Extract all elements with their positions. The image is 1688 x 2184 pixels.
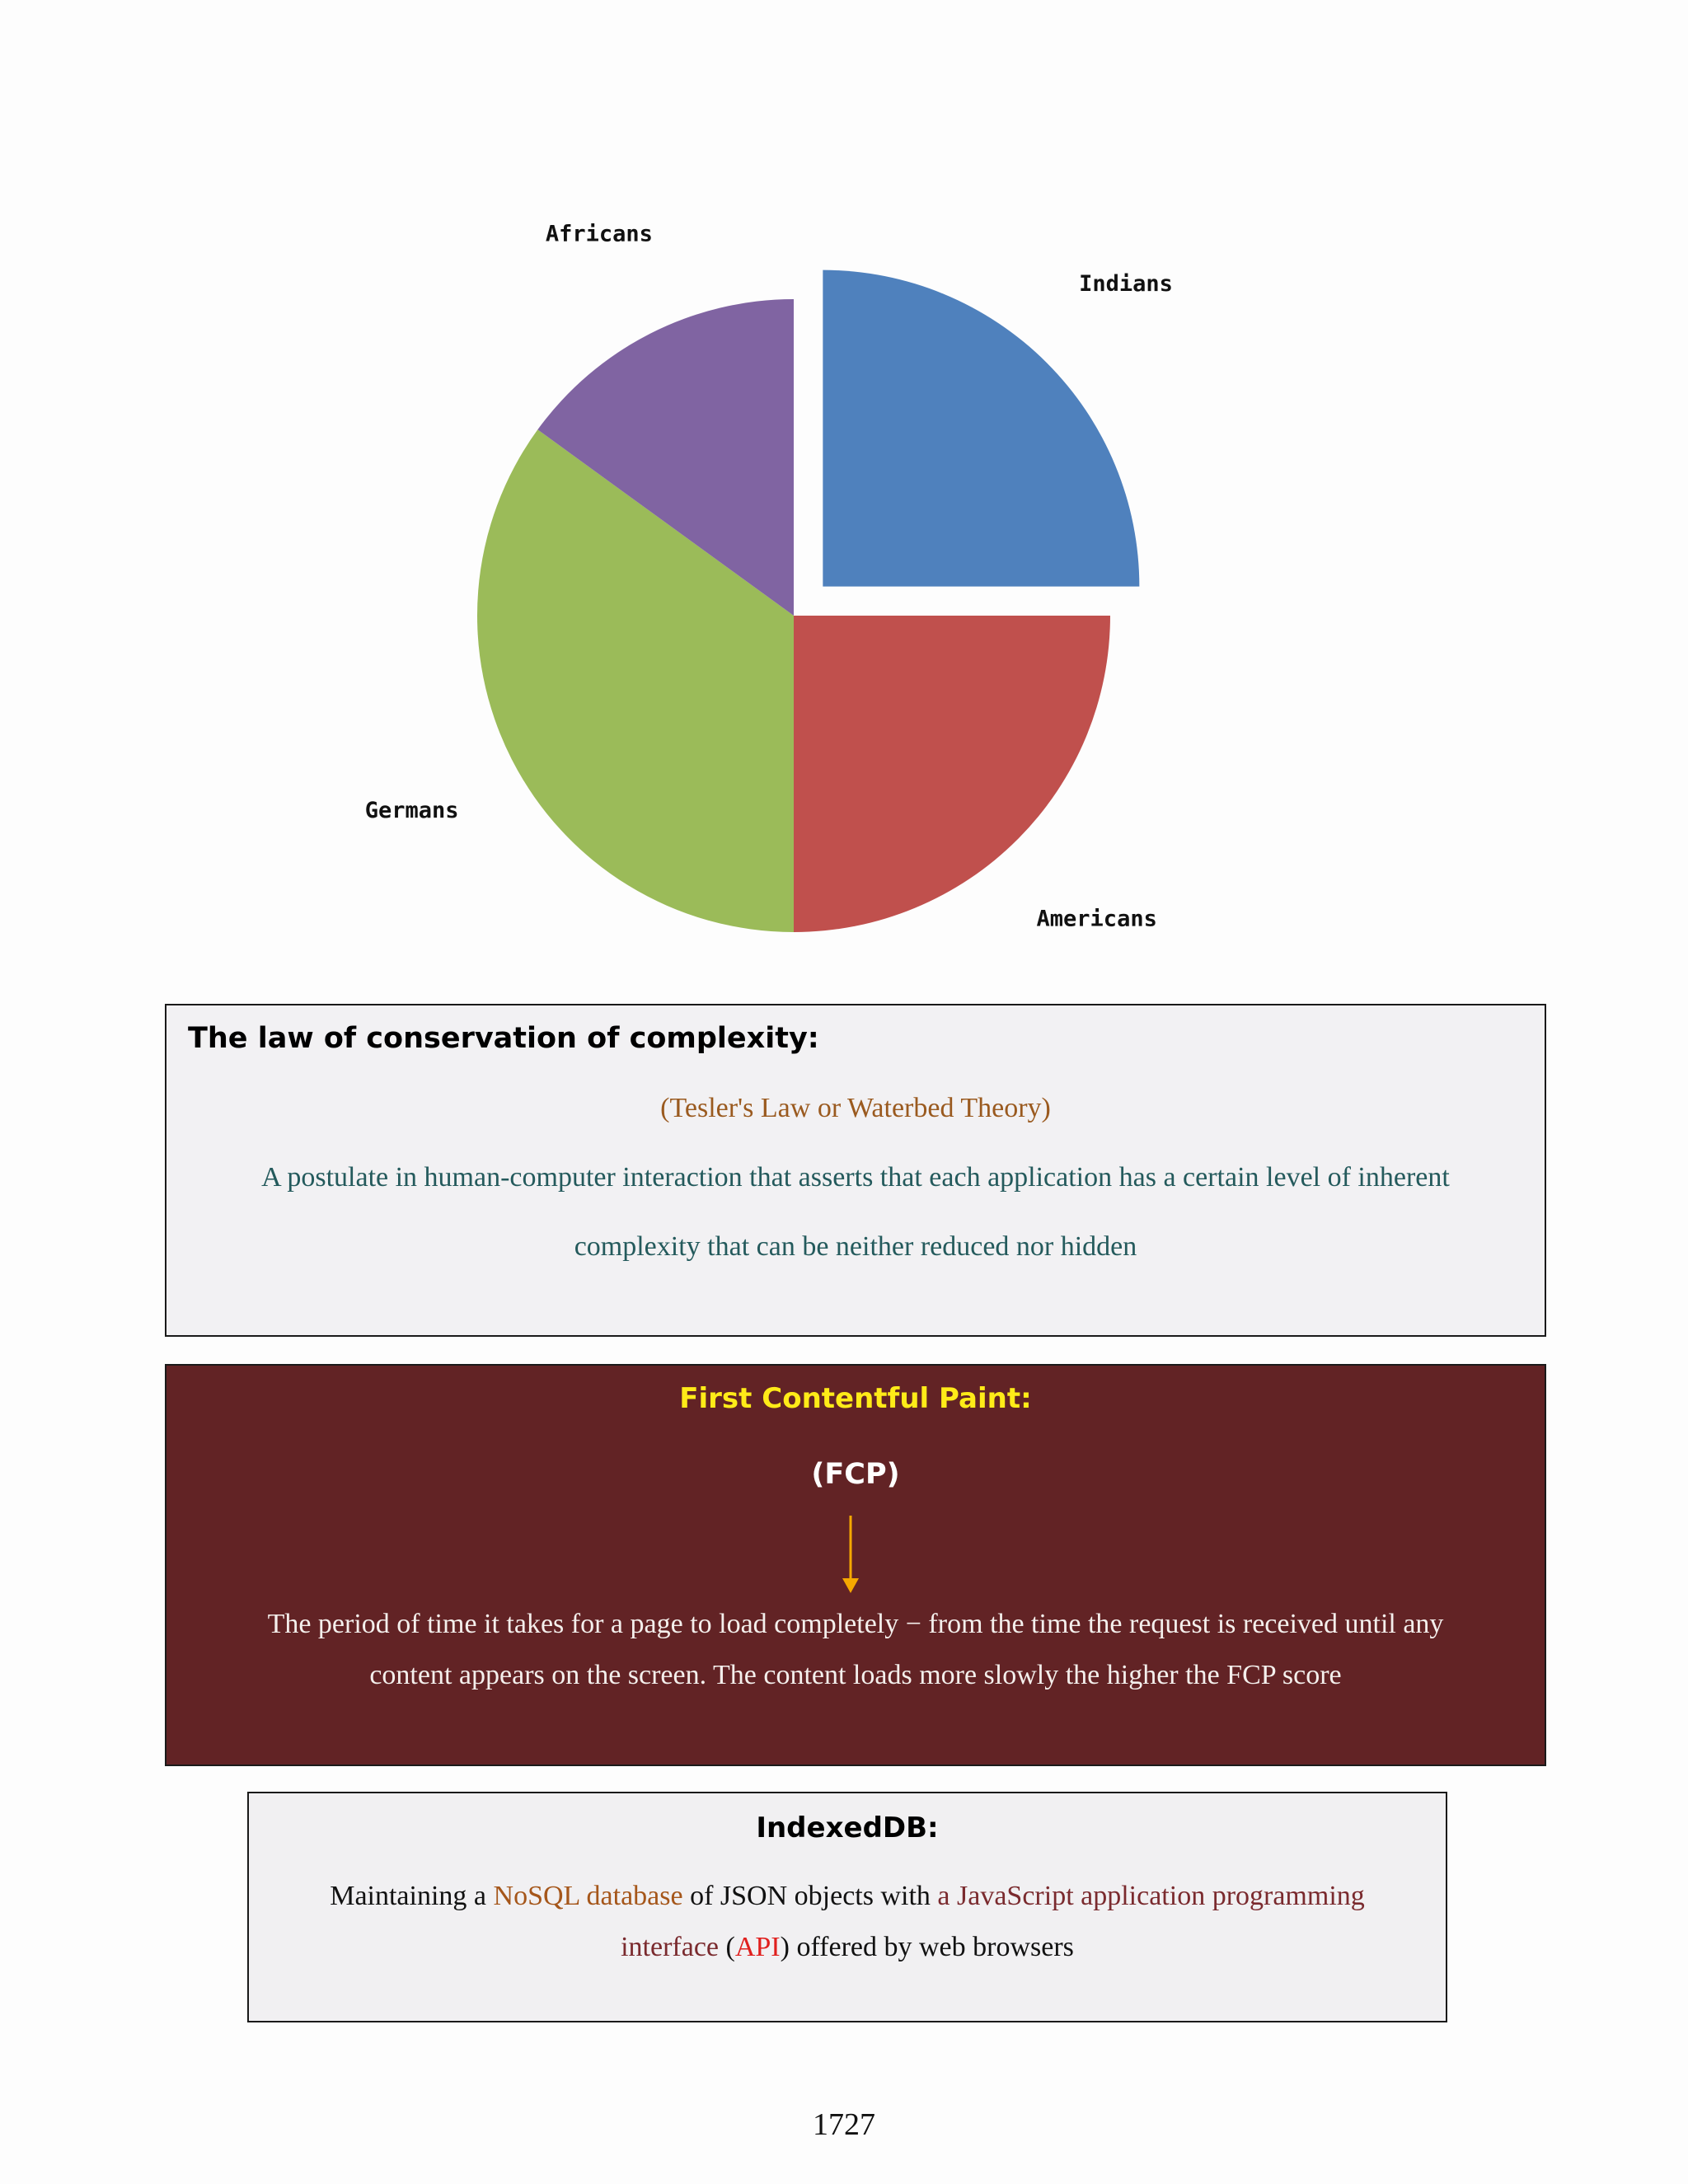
fcp-box	[165, 1364, 1546, 1766]
fcp-description-line: The period of time it takes for a page to load completely − from the time the request is received until any	[267, 1609, 1444, 1639]
text-span: (	[719, 1932, 735, 1962]
indexeddb-box	[247, 1792, 1447, 2022]
pie-label-indians: Indians	[1079, 270, 1173, 297]
pie-label-germans: Germans	[364, 798, 459, 824]
interface-term: interface	[621, 1932, 719, 1962]
law-subtitle: (Tesler's Law or Waterbed Theory)	[660, 1093, 1051, 1123]
text-span: Maintaining a	[330, 1881, 494, 1911]
pie-label-africans: Africans	[545, 221, 653, 247]
pie-label-americans: Americans	[1036, 906, 1157, 932]
pie-slice-indians	[823, 270, 1139, 587]
pie-chart	[0, 0, 1688, 989]
law-title: The law of conservation of complexity:	[188, 1022, 819, 1055]
indexeddb-title: IndexedDB:	[756, 1811, 939, 1844]
javascript-api-term: a JavaScript application programming	[937, 1881, 1365, 1911]
law-description-line: complexity that can be neither reduced nor hidden	[574, 1231, 1137, 1262]
pie-slice-americans	[794, 616, 1110, 932]
indexeddb-description-line	[249, 1881, 1446, 1912]
page-number: 1727	[813, 2107, 875, 2142]
down-arrow-icon	[838, 1514, 863, 1596]
fcp-title: First Contentful Paint:	[679, 1382, 1032, 1415]
law-box	[165, 1004, 1546, 1337]
fcp-description-line: content appears on the screen. The content loads more slowly the higher the FCP score	[369, 1660, 1342, 1690]
text-span: of JSON objects with	[682, 1881, 938, 1911]
text-span: ) offered by web browsers	[780, 1932, 1074, 1962]
fcp-abbreviation: (FCP)	[811, 1458, 900, 1491]
law-description-line: A postulate in human-computer interaction that asserts that each application has a certain level of inherent	[261, 1162, 1450, 1193]
nosql-term: NoSQL database	[493, 1881, 683, 1911]
api-term: API	[734, 1932, 781, 1962]
indexeddb-description-line	[249, 1932, 1446, 1963]
